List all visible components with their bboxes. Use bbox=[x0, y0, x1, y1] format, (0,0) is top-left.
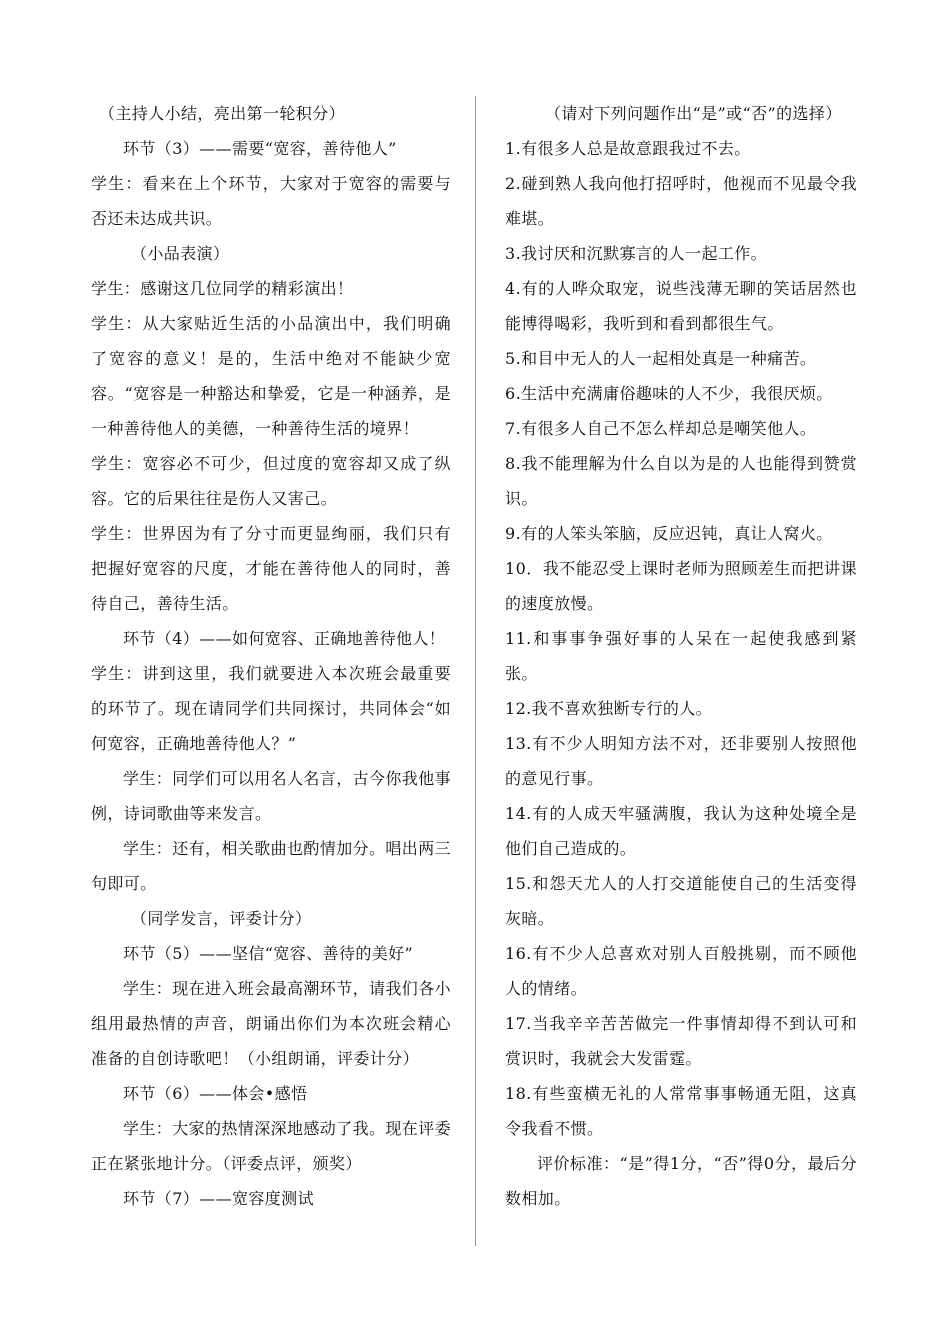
test-question: 7.有很多人自己不怎么样却总是嘲笑他人。 bbox=[505, 419, 817, 438]
test-question: 13.有不少人明知方法不对，还非要别人按照他的意见行事。 bbox=[505, 734, 857, 788]
test-question: 15.和怨天尤人的人打交道能使自己的生活变得灰暗。 bbox=[505, 874, 857, 928]
skit-note: （小品表演） bbox=[131, 244, 230, 263]
test-question: 10．我不能忍受上课时老师为照顾差生而把讲课的速度放慢。 bbox=[505, 559, 857, 613]
section-6-heading: 环节（6）——体会•感悟 bbox=[123, 1084, 308, 1103]
test-question: 5.和目中无人的人一起相处真是一种痛苦。 bbox=[505, 349, 817, 368]
test-question: 6.生活中充满庸俗趣味的人不少，我很厌烦。 bbox=[505, 384, 833, 403]
student-line: 学生：世界因为有了分寸而更显绚丽，我们只有把握好宽容的尺度，才能在善待他人的同时，善待自己，善待生活。 bbox=[91, 524, 451, 613]
section-5-heading: 环节（5）——坚信“宽容、善待的美好” bbox=[123, 944, 414, 963]
test-question: 11.和事事争强好事的人呆在一起使我感到紧张。 bbox=[505, 629, 857, 683]
test-question: 18.有些蛮横无礼的人常常事事畅通无阻，这真令我看不惯。 bbox=[505, 1084, 857, 1138]
test-question: 9.有的人笨头笨脑，反应迟钝，真让人窝火。 bbox=[505, 524, 833, 543]
right-column bbox=[505, 96, 857, 1216]
section-7-heading: 环节（7）——宽容度测试 bbox=[123, 1189, 314, 1208]
test-question: 2.碰到熟人我向他打招呼时，他视而不见最令我难堪。 bbox=[505, 174, 857, 228]
test-instructions: （请对下列问题作出“是”或“否”的选择） bbox=[545, 104, 842, 123]
student-line: 学生：感谢这几位同学的精彩演出！ bbox=[91, 279, 354, 298]
student-line: 学生：还有，相关歌曲也酌情加分。唱出两三句即可。 bbox=[91, 839, 452, 893]
student-line: 学生：大家的热情深深地感动了我。现在评委正在紧张地计分。（评委点评，颁奖） bbox=[91, 1119, 452, 1173]
test-question: 4.有的人哗众取宠，说些浅薄无聊的笑话居然也能博得喝彩，我听到和看到都很生气。 bbox=[505, 279, 857, 333]
student-line: 学生：现在进入班会最高潮环节，请我们各小组用最热情的声音，朗诵出你们为本次班会精心准备的自创诗歌吧！（小组朗诵，评委计分） bbox=[91, 979, 452, 1068]
student-line: 学生：看来在上个环节，大家对于宽容的需要与否还未达成共识。 bbox=[91, 174, 451, 228]
host-summary-note: （主持人小结，亮出第一轮积分） bbox=[99, 104, 346, 123]
student-line: 学生：从大家贴近生活的小品演出中，我们明确了宽容的意义！是的，生活中绝对不能缺少宽容。“宽容是一种豁达和挚爱，它是一种涵养，是一种善待他人的美德，一种善待生活的境界！ bbox=[91, 314, 451, 438]
scoring-criteria: 评价标准：“是”得1分，“否”得0分，最后分数相加。 bbox=[505, 1154, 857, 1208]
test-question: 14.有的人成天牢骚满腹，我认为这种处境全是他们自己造成的。 bbox=[505, 804, 857, 858]
student-line: 学生：讲到这里，我们就要进入本次班会最重要的环节了。现在请同学们共同探讨，共同体会“如何宽容，正确地善待他人？” bbox=[91, 664, 451, 753]
speech-scoring-note: （同学发言，评委计分） bbox=[131, 909, 312, 928]
test-question: 12.我不喜欢独断专行的人。 bbox=[505, 699, 713, 718]
student-line: 学生：宽容必不可少，但过度的宽容却又成了纵容。它的后果往往是伤人又害己。 bbox=[91, 454, 451, 508]
test-question: 1.有很多人总是故意跟我过不去。 bbox=[505, 139, 751, 158]
column-divider bbox=[475, 96, 476, 1246]
left-column bbox=[91, 96, 451, 1216]
test-question: 17.当我辛辛苦苦做完一件事情却得不到认可和赏识时，我就会大发雷霆。 bbox=[505, 1014, 857, 1068]
test-question: 8.我不能理解为什么自以为是的人也能得到赞赏识。 bbox=[505, 454, 857, 508]
student-line: 学生：同学们可以用名人名言，古今你我他事例，诗词歌曲等来发言。 bbox=[91, 769, 452, 823]
test-question: 3.我讨厌和沉默寡言的人一起工作。 bbox=[505, 244, 768, 263]
section-3-heading: 环节（3）——需要“宽容，善待他人” bbox=[123, 139, 397, 158]
test-question: 16.有不少人总喜欢对别人百般挑剔，而不顾他人的情绪。 bbox=[505, 944, 857, 998]
section-4-heading: 环节（4）——如何宽容、正确地善待他人！ bbox=[123, 629, 446, 648]
